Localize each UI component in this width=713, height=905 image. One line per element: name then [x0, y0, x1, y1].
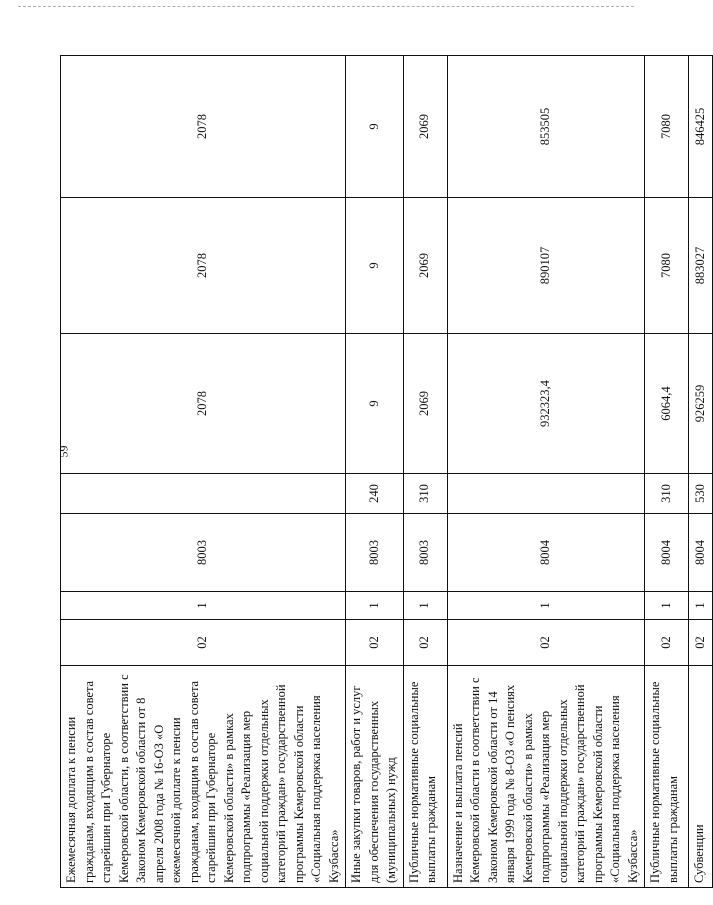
amount-year-3: 7080 — [645, 56, 689, 198]
amount-year-3: 9 — [346, 56, 404, 198]
code-program: 1 — [346, 592, 404, 620]
code-program: 1 — [61, 592, 346, 620]
amount-year-2: 2069 — [403, 198, 447, 334]
row-description: Назначение и выплата пенсий Кемеровской области в соответствии с Законом Кемеровской области от 14 января 1999 года № 8-ОЗ «О пенсиях Кемеровской области» в рамках подпрограммы «Реализация мер социальной поддержки отдельных категорий граждан» государственной программы Кемеровской области «Социальная поддержка населения Кузбасса» — [447, 666, 645, 888]
code-expense-type — [61, 474, 346, 514]
budget-table — [60, 55, 713, 888]
amount-year-1: 926259 — [689, 334, 713, 474]
top-divider-line — [18, 6, 634, 7]
code-section: 02 — [645, 620, 689, 666]
code-article: 8003 — [403, 514, 447, 592]
row-description: Публичные нормативные социальные выплаты гражданам — [645, 666, 689, 888]
amount-year-2: 890107 — [447, 198, 645, 334]
code-expense-type: 240 — [346, 474, 404, 514]
code-program: 1 — [645, 592, 689, 620]
code-program: 1 — [403, 592, 447, 620]
code-section: 02 — [346, 620, 404, 666]
code-expense-type — [447, 474, 645, 514]
code-article: 8003 — [61, 514, 346, 592]
row-description: Ежемесячная доплата к пенсии гражданам, входящим в состав совета старейшин при Губернаторе Кемеровской области, в соответствии с Законом Кемеровской области от 8 апреля 2008 года № 16-ОЗ «О ежемесячной доплате к пенсии гражданам, входящим в состав совета старейшин при Губернаторе Кемеровской области» в рамках подпрограммы «Реализация мер социальной поддержки отдельных категорий граждан» государственной программы Кемеровской области «Социальная поддержка населения Кузбасса» — [61, 666, 346, 888]
amount-year-1: 932323,4 — [447, 334, 645, 474]
amount-year-1: 6064,4 — [645, 334, 689, 474]
rotated-table-container — [60, 56, 707, 888]
code-section: 02 — [447, 620, 645, 666]
code-section: 02 — [403, 620, 447, 666]
amount-year-3: 853505 — [447, 56, 645, 198]
table-row — [447, 56, 645, 888]
code-article: 8004 — [645, 514, 689, 592]
page-number: 59 — [56, 445, 71, 458]
amount-year-3: 2078 — [61, 56, 346, 198]
code-expense-type: 310 — [645, 474, 689, 514]
code-article: 8004 — [689, 514, 713, 592]
row-description: Публичные нормативные социальные выплаты гражданам — [403, 666, 447, 888]
amount-year-1: 2069 — [403, 334, 447, 474]
code-expense-type: 310 — [403, 474, 447, 514]
amount-year-3: 2069 — [403, 56, 447, 198]
amount-year-1: 9 — [346, 334, 404, 474]
row-description: Иные закупки товаров, работ и услуг для обеспечения государственных (муниципальных) нужд — [346, 666, 404, 888]
code-program: 1 — [447, 592, 645, 620]
amount-year-1: 2078 — [61, 334, 346, 474]
amount-year-2: 883027 — [689, 198, 713, 334]
code-section: 02 — [61, 620, 346, 666]
amount-year-2: 7080 — [645, 198, 689, 334]
amount-year-2: 9 — [346, 198, 404, 334]
code-expense-type: 530 — [689, 474, 713, 514]
amount-year-2: 2078 — [61, 198, 346, 334]
code-program: 1 — [689, 592, 713, 620]
table-row — [689, 56, 713, 888]
row-description: Субвенции — [689, 666, 713, 888]
code-section: 02 — [689, 620, 713, 666]
code-article: 8003 — [346, 514, 404, 592]
table-row — [645, 56, 689, 888]
table-row — [403, 56, 447, 888]
table-row — [61, 56, 346, 888]
table-row — [346, 56, 404, 888]
amount-year-3: 846425 — [689, 56, 713, 198]
code-article: 8004 — [447, 514, 645, 592]
